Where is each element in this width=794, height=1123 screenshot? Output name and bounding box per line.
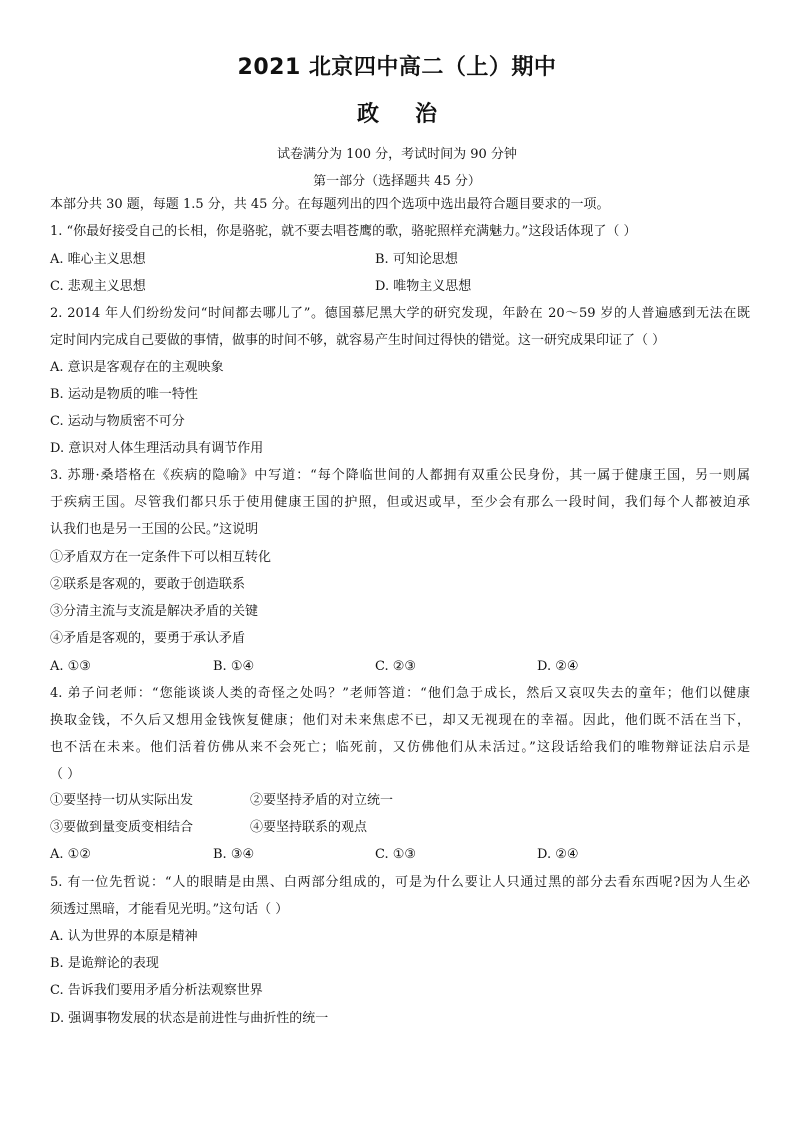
- q4-option-c: C. ①③: [375, 847, 417, 862]
- exam-info: 试卷满分为 100 分，考试时间为 90 分钟: [277, 147, 517, 162]
- q5-stem-line2: 须透过黑暗，才能看见光明。”这句话（ ）: [50, 902, 289, 917]
- q4-stem-line2: 换取金钱，不久后又想用金钱恢复健康；他们对未来焦虑不已，却又无视现在的幸福。因此，他们既不活在当下，: [50, 713, 750, 728]
- q4-stem-line4: （ ）: [50, 767, 81, 782]
- q5-option-b: B. 是诡辩论的表现: [50, 956, 159, 971]
- q2-stem-line2: 定时间内完成自己要做的事情，做事的时间不够，就容易产生时间过得快的错觉。这一研究成果印证了（ ）: [50, 333, 666, 348]
- q4-statement-2: ②要坚持矛盾的对立统一: [250, 793, 394, 808]
- q2-option-a: A. 意识是客观存在的主观映象: [50, 360, 224, 375]
- q5-option-c: C. 告诉我们要用矛盾分析法观察世界: [50, 983, 263, 998]
- exam-title: 2021 北京四中高二（上）期中: [237, 55, 557, 80]
- q3-option-c: C. ②③: [375, 659, 417, 674]
- q3-option-a: A. ①③: [50, 659, 91, 674]
- q4-stem-line3: 也不活在未来。他们活着仿佛从来不会死亡；临死前，又仿佛他们从未活过。”这段话给我们的唯物辩证法启示是: [50, 740, 750, 755]
- q3-statement-4: ④矛盾是客观的，要勇于承认矛盾: [50, 631, 246, 646]
- q3-option-d: D. ②④: [537, 659, 579, 674]
- q4-option-a: A. ①②: [50, 847, 91, 862]
- q3-statement-3: ③分清主流与支流是解决矛盾的关键: [50, 604, 259, 619]
- q4-option-b: B. ③④: [213, 847, 255, 862]
- q5-stem-line1: 5. 有一位先哲说：“人的眼睛是由黑、白两部分组成的，可是为什么要让人只通过黑的部分去看东西呢?因为人生必: [50, 875, 750, 890]
- q2-stem-line1: 2. 2014 年人们纷纷发问“时间都去哪儿了”。德国慕尼黑大学的研究发现，年龄在 20～59 岁的人普遍感到无法在既: [50, 306, 750, 321]
- q5-option-d: D. 强调事物发展的状态是前进性与曲折性的统一: [50, 1011, 329, 1026]
- q5-option-a: A. 认为世界的本原是精神: [50, 929, 198, 944]
- part-heading: 第一部分（选择题共 45 分）: [313, 174, 481, 189]
- q3-stem-line2: 于疾病王国。尽管我们都只乐于使用健康王国的护照，但或迟或早，至少会有那么一段时间，我们每个人都被迫承: [50, 495, 750, 510]
- q2-option-d: D. 意识对人体生理活动具有调节作用: [50, 441, 264, 456]
- q3-stem-line3: 认我们也是另一王国的公民。”这说明: [50, 522, 259, 537]
- q1-option-b: B. 可知论思想: [375, 252, 458, 267]
- q1-option-d: D. 唯物主义思想: [375, 279, 472, 294]
- q2-option-c: C. 运动与物质密不可分: [50, 414, 185, 429]
- q4-statement-4: ④要坚持联系的观点: [250, 820, 368, 835]
- q2-option-b: B. 运动是物质的唯一特性: [50, 387, 198, 402]
- q4-stem-line1: 4. 弟子问老师：“您能谈谈人类的奇怪之处吗？”老师答道：“他们急于成长，然后又哀叹失去的童年；他们以健康: [50, 686, 750, 701]
- q3-statement-2: ②联系是客观的，要敢于创造联系: [50, 577, 246, 592]
- q1-stem: 1. “你最好接受自己的长相，你是骆驼，就不要去唱苍鹰的歌，骆驼照样充满魅力。”这段话体现了（ ）: [50, 224, 637, 239]
- q3-stem-line1: 3. 苏珊·桑塔格在《疾病的隐喻》中写道：“每个降临世间的人都拥有双重公民身份，其一属于健康王国，另一则属: [50, 468, 750, 483]
- q4-statement-1: ①要坚持一切从实际出发: [50, 793, 194, 808]
- subject-title: 政治: [356, 102, 473, 127]
- instructions: 本部分共 30 题，每题 1.5 分，共 45 分。在每题列出的四个选项中选出最符合题目要求的一项。: [50, 197, 610, 212]
- q4-option-d: D. ②④: [537, 847, 579, 862]
- q1-option-a: A. 唯心主义思想: [50, 252, 146, 267]
- q4-statement-3: ③要做到量变质变相结合: [50, 820, 194, 835]
- q1-option-c: C. 悲观主义思想: [50, 279, 146, 294]
- q3-statement-1: ①矛盾双方在一定条件下可以相互转化: [50, 550, 272, 565]
- q3-option-b: B. ①④: [213, 659, 255, 674]
